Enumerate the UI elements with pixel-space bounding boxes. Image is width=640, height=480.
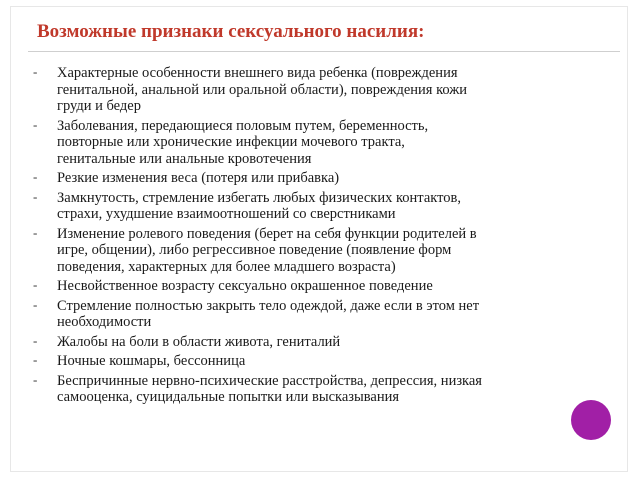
list-item: [33, 170, 593, 187]
bullet-dash: -: [33, 188, 38, 204]
decorative-circle: [571, 400, 611, 440]
list-item-text: Характерные особенности внешнего вида ребенка (повреждения генитальной, анальной или оральной области), повреждения кожи груди и бедер: [57, 65, 468, 114]
bullet-dash: -: [33, 169, 38, 184]
list-item-text: Заболевания, передающиеся половым путем, беременность, повторные или хронические инфекции мочевого тракта, генитальные или анальные кровотечения: [57, 117, 429, 167]
bullet-dash: -: [33, 277, 38, 292]
list-item-text: Замкнутость, стремление избегать любых физических контактов, страхи, ухудшение взаимоотношений со сверстниками: [57, 189, 461, 222]
list-item-text: Стремление полностью закрыть тело одеждой, даже если в этом нет необходимости: [57, 297, 480, 330]
list-item: [33, 65, 593, 115]
bullet-dash: -: [33, 332, 38, 348]
list-item-text: Несвойственное возрасту сексуально окрашенное поведение: [57, 278, 433, 294]
bullet-dash: -: [33, 352, 38, 367]
list-item: [33, 353, 593, 370]
list-item: [33, 226, 593, 276]
list-item-text: Беспричинные нервно-психические расстройства, депрессия, низкая самооценка, суицидальные попытки или высказывания: [57, 372, 482, 405]
slide-title: Возможные признаки сексуального насилия:: [37, 21, 425, 42]
list-item-text: Изменение ролевого поведения (берет на себя функции родителей в игре, общении), либо регрессивное поведение (появление форм поведения, характерных для более младшего возраста): [57, 225, 477, 275]
list-item: [33, 278, 593, 295]
signs-list: [33, 65, 593, 409]
list-item: [33, 373, 593, 406]
bullet-dash: -: [33, 116, 38, 132]
bullet-dash: -: [33, 224, 38, 240]
title-divider: [28, 51, 620, 52]
list-item: [33, 190, 593, 223]
list-item: [33, 334, 593, 351]
bullet-dash: -: [33, 296, 38, 312]
bullet-dash: -: [33, 371, 38, 387]
list-item-text: Резкие изменения веса (потеря или прибавка): [57, 170, 340, 186]
list-item-text: Жалобы на боли в области живота, гениталий: [57, 333, 341, 350]
list-item: [33, 118, 593, 168]
list-item: [33, 298, 593, 331]
bullet-dash: -: [33, 64, 38, 79]
list-item-text: Ночные кошмары, бессонница: [57, 353, 246, 369]
